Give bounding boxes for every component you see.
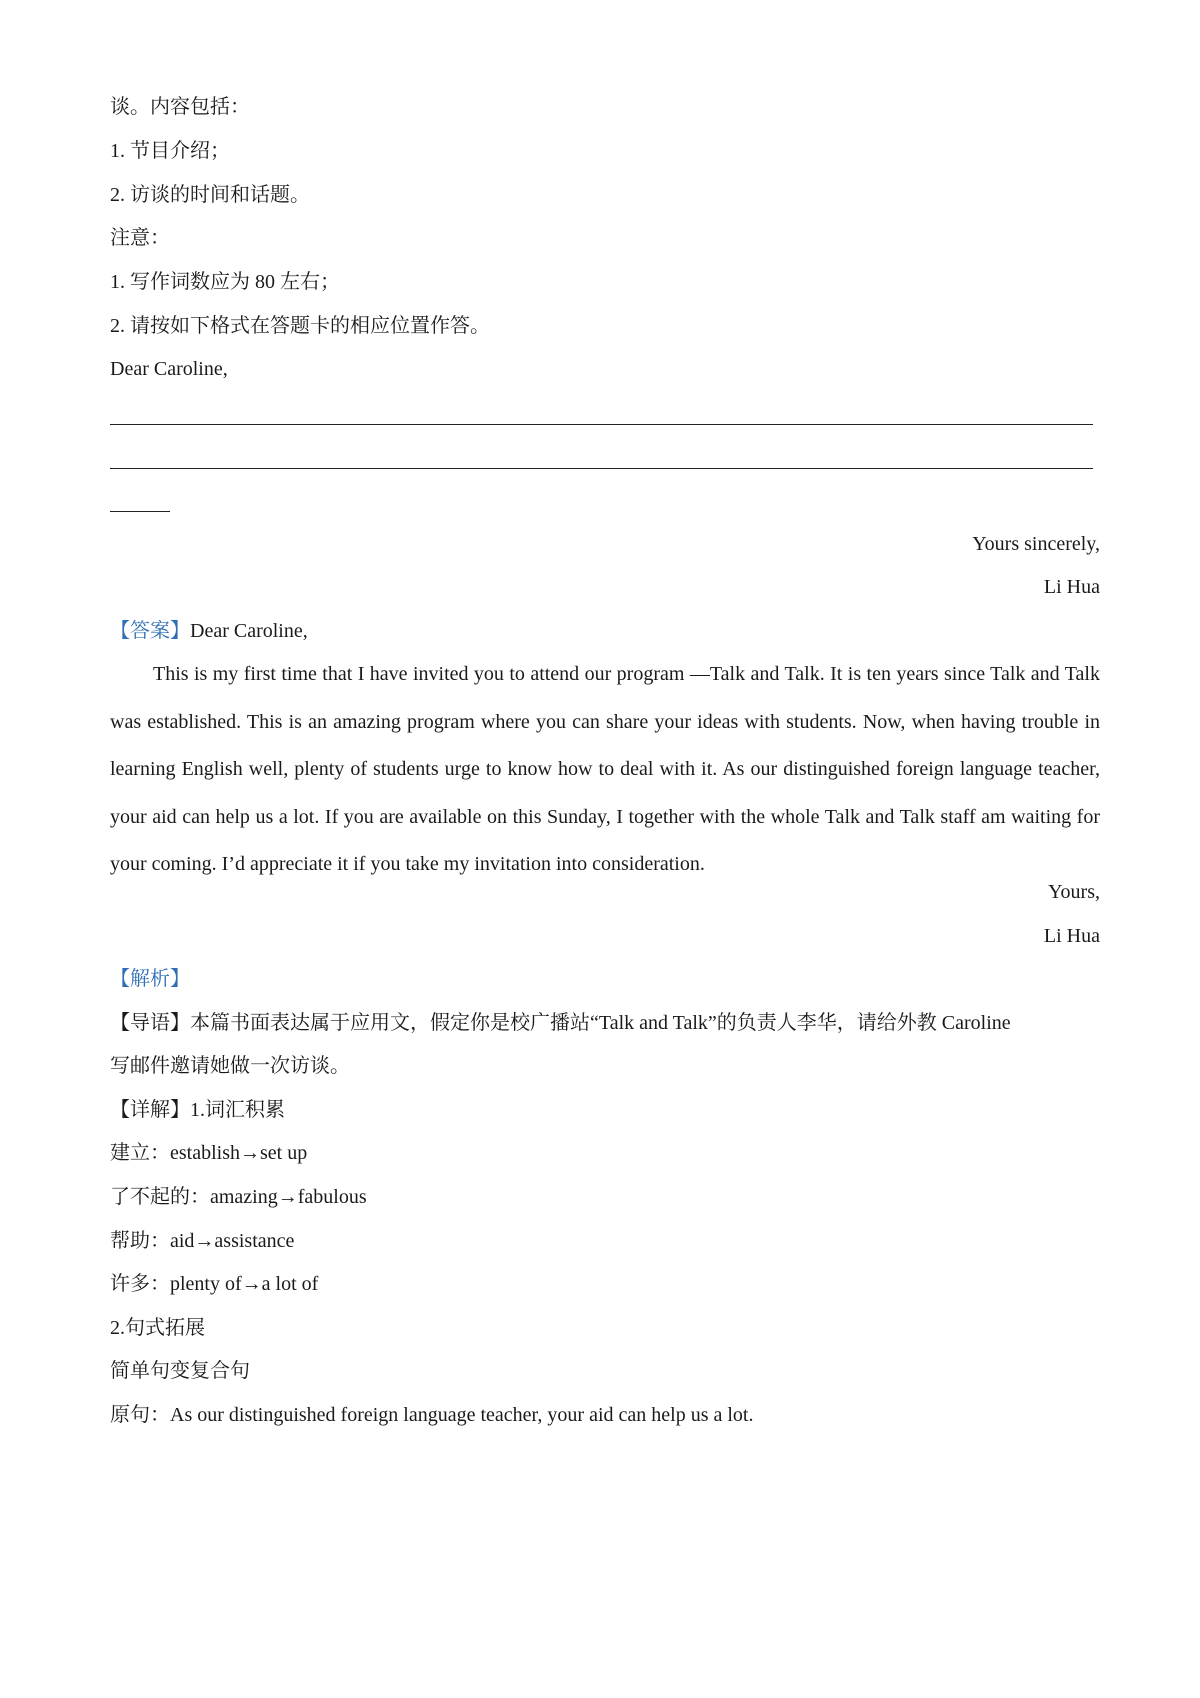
prompt-greeting: Dear Caroline, [110, 358, 228, 380]
prompt-content-item: 1. 节目介绍； [110, 140, 230, 162]
answer-blank-line [110, 468, 1093, 469]
prompt-closing: Yours sincerely, [972, 533, 1100, 555]
sentence-title: 2.句式拓展 [110, 1317, 205, 1339]
analysis-guide [110, 1011, 1011, 1035]
answer-greeting: Dear Caroline, [190, 620, 308, 642]
answer-blank-line [110, 511, 170, 512]
answer-body: This is my first time that I have invited you to attend our program —Talk and Talk. It is ten years since Talk and Talk was established. This is an amazing program where you can share your ideas with students. Now, when having trouble in learning English well, plenty of students urge to know how to deal with it. As our distinguished foreign language teacher, your aid can help us a lot. If you are available on this Sunday, I together with the whole Talk and Talk staff am waiting for your coming. I’d appreciate it if you take my invitation into consideration. [110, 663, 1100, 875]
vocab-item: 了不起的：amazing→fabulous [110, 1186, 367, 1208]
prompt-notes-title: 注意： [110, 227, 170, 249]
original-sentence: 原句：As our distinguished foreign language teacher, your aid can help us a lot. [110, 1404, 754, 1426]
prompt-intro-tail: 谈。内容包括： [110, 96, 250, 118]
guide-text: 本篇书面表达属于应用文，假定你是校广播站“Talk and Talk”的负责人李华，请给外教 Caroline [190, 1012, 1011, 1034]
vocab-item: 许多：plenty of→a lot of [110, 1273, 319, 1295]
prompt-signature: Li Hua [1043, 576, 1100, 598]
answer-header [110, 619, 308, 643]
guide-tag: 【导语】 [110, 1012, 190, 1034]
guide-text-continued: 写邮件邀请她做一次访谈。 [110, 1055, 350, 1077]
answer-tag: 【答案】 [110, 620, 190, 642]
vocab-item: 帮助：aid→assistance [110, 1230, 295, 1252]
answer-blank-line [110, 424, 1093, 425]
detail-title: 1.词汇积累 [190, 1099, 285, 1121]
analysis-detail [110, 1098, 285, 1122]
prompt-note-item: 2. 请按如下格式在答题卡的相应位置作答。 [110, 315, 490, 337]
prompt-note-item: 1. 写作词数应为 80 左右； [110, 271, 340, 293]
vocab-item: 建立：establish→set up [110, 1142, 308, 1164]
answer-closing: Yours, [1048, 881, 1100, 903]
analysis-tag: 【解析】 [110, 968, 190, 990]
answer-signature: Li Hua [1043, 925, 1100, 947]
prompt-content-item: 2. 访谈的时间和话题。 [110, 184, 310, 206]
detail-tag: 【详解】 [110, 1099, 190, 1121]
sentence-subtitle: 简单句变复合句 [110, 1360, 250, 1382]
